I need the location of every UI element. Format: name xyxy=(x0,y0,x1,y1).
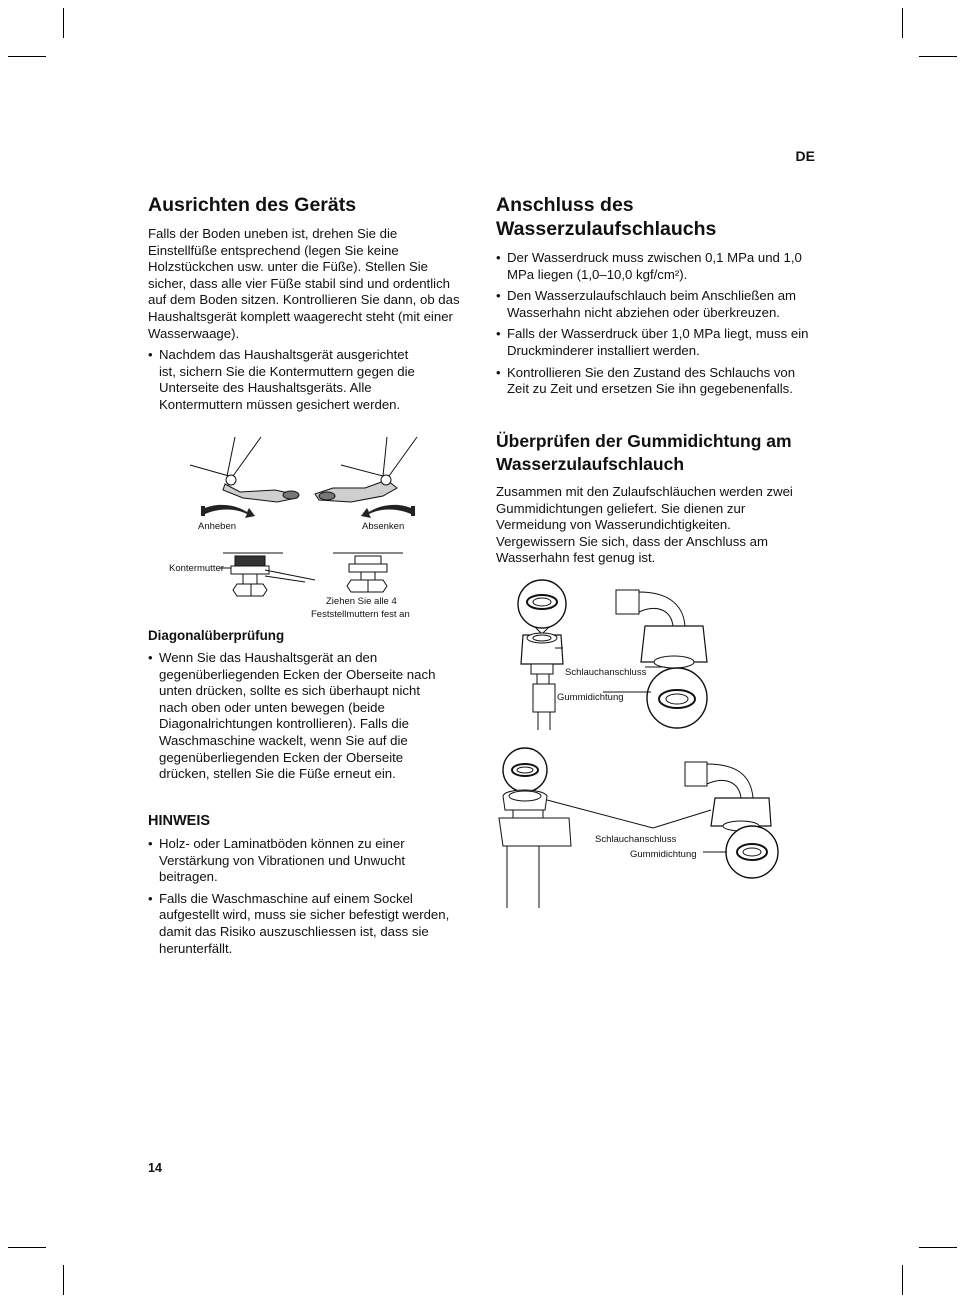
list-item: • Falls der Wasserdruck über 1,0 MPa liegt, muss ein Druckminderer installiert werden. xyxy=(496,326,814,359)
hose-connection-diagram-1 xyxy=(505,580,725,730)
rubber-seal-label: Gummidichtung xyxy=(630,849,697,860)
locknut-label: Kontermutter xyxy=(169,563,224,574)
tighten-label-line2: Feststellmuttern fest an xyxy=(311,609,410,620)
crop-mark xyxy=(902,1265,903,1295)
language-tag: DE xyxy=(795,148,815,164)
seal-check-heading-line1: Überprüfen der Gummidichtung am xyxy=(496,431,792,451)
connection-bullets xyxy=(496,250,814,403)
crop-mark xyxy=(8,1247,46,1248)
rubber-seal-label: Gummidichtung xyxy=(557,692,624,703)
note-bullets xyxy=(148,836,466,962)
crop-mark xyxy=(63,8,64,38)
leveling-bullets xyxy=(148,347,423,418)
tighten-label-line1: Ziehen Sie alle 4 xyxy=(326,596,397,607)
list-item: • Nachdem das Haushaltsgerät ausgerichtet ist, sichern Sie die Kontermuttern gegen die Unterseite des Haushaltsgeräts. Alle Kontermuttern müssen gesichert werden. xyxy=(148,347,423,413)
list-item: • Den Wasserzulaufschlauch beim Anschließen am Wasserhahn nicht abziehen oder überkreuzen. xyxy=(496,288,814,321)
hose-connector-label: Schlauchanschluss xyxy=(595,834,677,845)
crop-mark xyxy=(63,1265,64,1295)
crop-mark xyxy=(902,8,903,38)
diagonal-check-heading: Diagonalüberprüfung xyxy=(148,628,285,643)
hose-connector-label: Schlauchanschluss xyxy=(565,667,647,678)
seal-check-text: Zusammen mit den Zulaufschläuchen werden zwei Gummidichtungen geliefert. Sie dienen zur Vermeidung von Wasserundichtigkeiten. Vergewissern Sie sich, dass der Anschluss am Wasserhahn fest genug ist. xyxy=(496,484,793,566)
leveling-intro: Falls der Boden uneben ist, drehen Sie die Einstellfüße entsprechend (legen Sie keine Holzstückchen usw. unter die Füße). Stellen Sie sicher, dass alle vier Füße stabil sind und ordentlich auf dem Boden sitzen. Kontrollieren Sie dann, ob das Haushaltsgerät komplett waagerecht steht (mit einer Wasserwaage). xyxy=(148,226,460,341)
list-item: • Der Wasserdruck muss zwischen 0,1 MPa und 1,0 MPa liegen (1,0–10,0 kgf/cm²). xyxy=(496,250,814,283)
hose-connection-diagram-2 xyxy=(495,748,785,908)
section-heading-connection-line1: Anschluss des xyxy=(496,194,634,216)
seal-check-heading-line2: Wasserzulaufschlauch xyxy=(496,454,685,474)
foot-raise-illustration xyxy=(190,437,299,518)
note-heading: HINWEIS xyxy=(148,813,211,829)
raise-label: Anheben xyxy=(198,521,237,532)
list-item: • Holz- oder Laminatböden können zu einer Verstärkung von Vibrationen und Unwucht beitragen. xyxy=(148,836,466,886)
leveling-diagram xyxy=(165,432,435,627)
list-item: • Wenn Sie das Haushaltsgerät an den gegenüberliegenden Ecken der Oberseite nach unten drücken, sollte es sich überhaupt nicht nach oben oder unten bewegen (beide Diagonalrichtungen kontrollieren). Falls die Waschmaschine wackelt, wenn Sie auf die gegenüberliegenden Ecken der Oberseite drücken, stellen Sie die Füße erneut ein. xyxy=(148,650,440,783)
section-heading-leveling: Ausrichten des Geräts xyxy=(148,194,357,216)
lower-label: Absenken xyxy=(362,521,405,532)
diagonal-check-bullets xyxy=(148,650,440,788)
section-heading-connection-line2: Wasserzulaufschlauchs xyxy=(496,218,717,240)
locknut-illustration xyxy=(220,553,315,596)
crop-mark xyxy=(919,56,957,57)
page-number: 14 xyxy=(148,1161,162,1175)
crop-mark xyxy=(8,56,46,57)
crop-mark xyxy=(919,1247,957,1248)
list-item: • Kontrollieren Sie den Zustand des Schlauchs von Zeit zu Zeit und ersetzen Sie ihn gegebenenfalls. xyxy=(496,365,814,398)
list-item: • Falls die Waschmaschine auf einem Sockel aufgestellt wird, muss sie sicher befestigt werden, damit das Risiko auszuschliessen ist, dass sie herunterfällt. xyxy=(148,891,466,957)
tightened-nut-illustration xyxy=(333,553,403,592)
foot-lower-illustration xyxy=(315,437,417,518)
